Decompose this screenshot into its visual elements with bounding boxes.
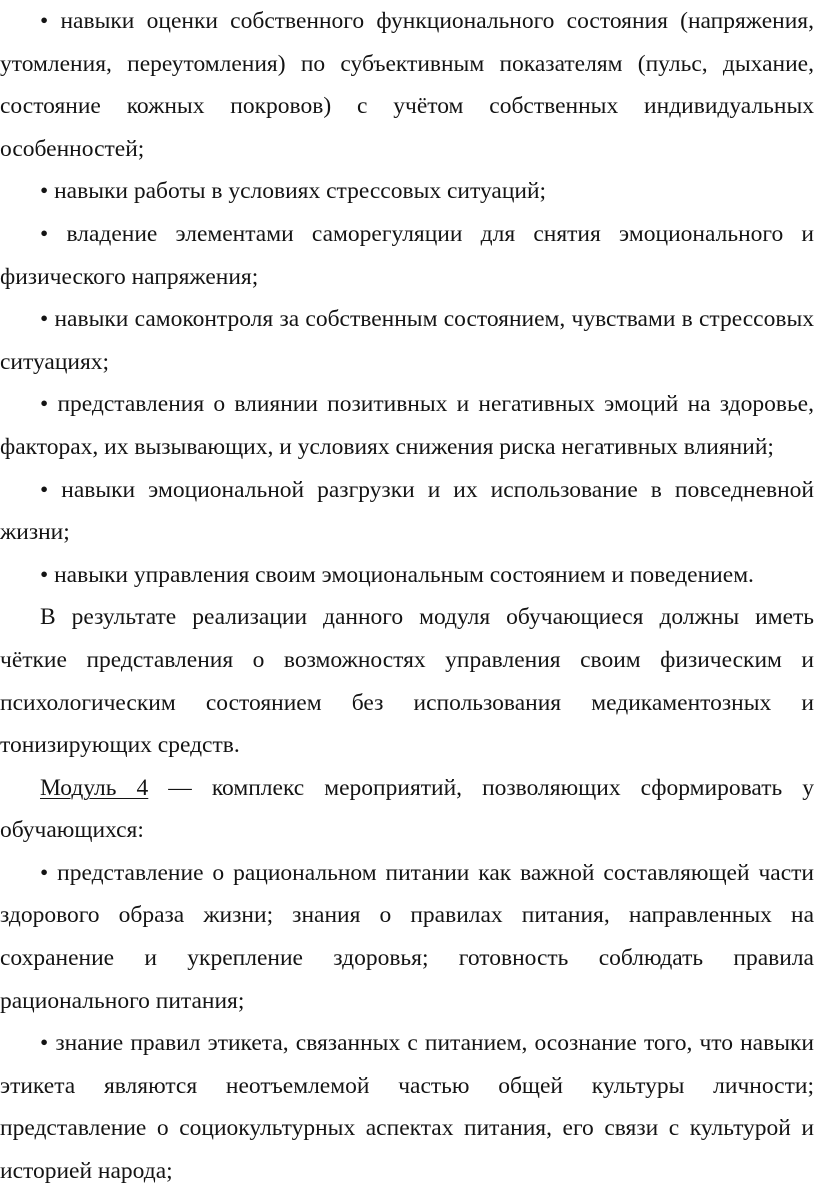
bullet-icon: • (40, 8, 61, 34)
bullet-text: навыки эмоциональной разгрузки и их использование в повседневной жизни; (0, 476, 814, 546)
bullet-text: представление о рациональном питании как важной составляющей части здорового образа жизни; знания о правилах питания, направленных на сохранение и укрепление здоровья; готовность соблюдать правила рационального питания; (0, 859, 814, 1014)
bullet-text: представления о влиянии позитивных и негативных эмоций на здоровье, факторах, их вызывающих, и условиях снижения риска негативных влияний; (0, 391, 814, 460)
bullet-icon: • (40, 859, 58, 886)
bullet-icon: • (40, 1030, 56, 1057)
module-4-description: — комплекс мероприятий, позволяющих сформировать у обучающихся: (0, 774, 814, 844)
bullet-item-etiquette (0, 1022, 814, 1192)
bullet-item-emotional-relief (0, 469, 814, 554)
module-4-heading: Модуль 4 (40, 774, 149, 801)
bullet-item-self-assessment (0, 0, 814, 170)
bullet-item-stress-work (0, 170, 814, 213)
result-paragraph: В результате реализации данного модуля обучающиеся должны иметь чёткие представления о возможностях управления своим физическим и психологическим состоянием без использования медикаментозных и тонизирующих средств. (0, 604, 814, 759)
bullet-item-emotional-control (0, 554, 814, 597)
bullet-text: навыки самоконтроля за собственным состоянием, чувствами в стрессовых ситуациях; (0, 306, 815, 375)
bullet-icon: • (40, 391, 58, 418)
bullet-item-self-regulation (0, 213, 814, 298)
bullet-text: знание правил этикета, связанных с питанием, осознание того, что навыки этикета являются неотъемлемой частью общей культуры личности; представление о социокультурных аспектах питания, его связи с культурой и историей народа; (0, 1030, 814, 1185)
bullet-icon: • (40, 178, 55, 205)
bullet-icon: • (40, 220, 67, 247)
bullet-text: навыки оценки собственного функционального состояния (напряжения, утомления, переутомления) по субъективным показателям (пульс, дыхание, состояние кожных покровов) с учётом собственных индивидуальных особенностей; (0, 8, 814, 162)
bullet-item-self-control (0, 298, 814, 383)
bullet-item-emotions-influence (0, 383, 814, 468)
bullet-text: навыки работы в условиях стрессовых ситуаций; (54, 178, 547, 205)
bullet-icon: • (40, 561, 55, 588)
bullet-item-rational-nutrition (0, 852, 814, 1022)
bullet-text: владение элементами саморегуляции для снятия эмоционального и физического напряжения; (0, 220, 814, 290)
bullet-text: навыки управления своим эмоциональным состоянием и поведением. (54, 561, 754, 588)
bullet-icon: • (40, 476, 62, 503)
module-4-paragraph (0, 767, 814, 852)
bullet-icon: • (40, 306, 55, 333)
